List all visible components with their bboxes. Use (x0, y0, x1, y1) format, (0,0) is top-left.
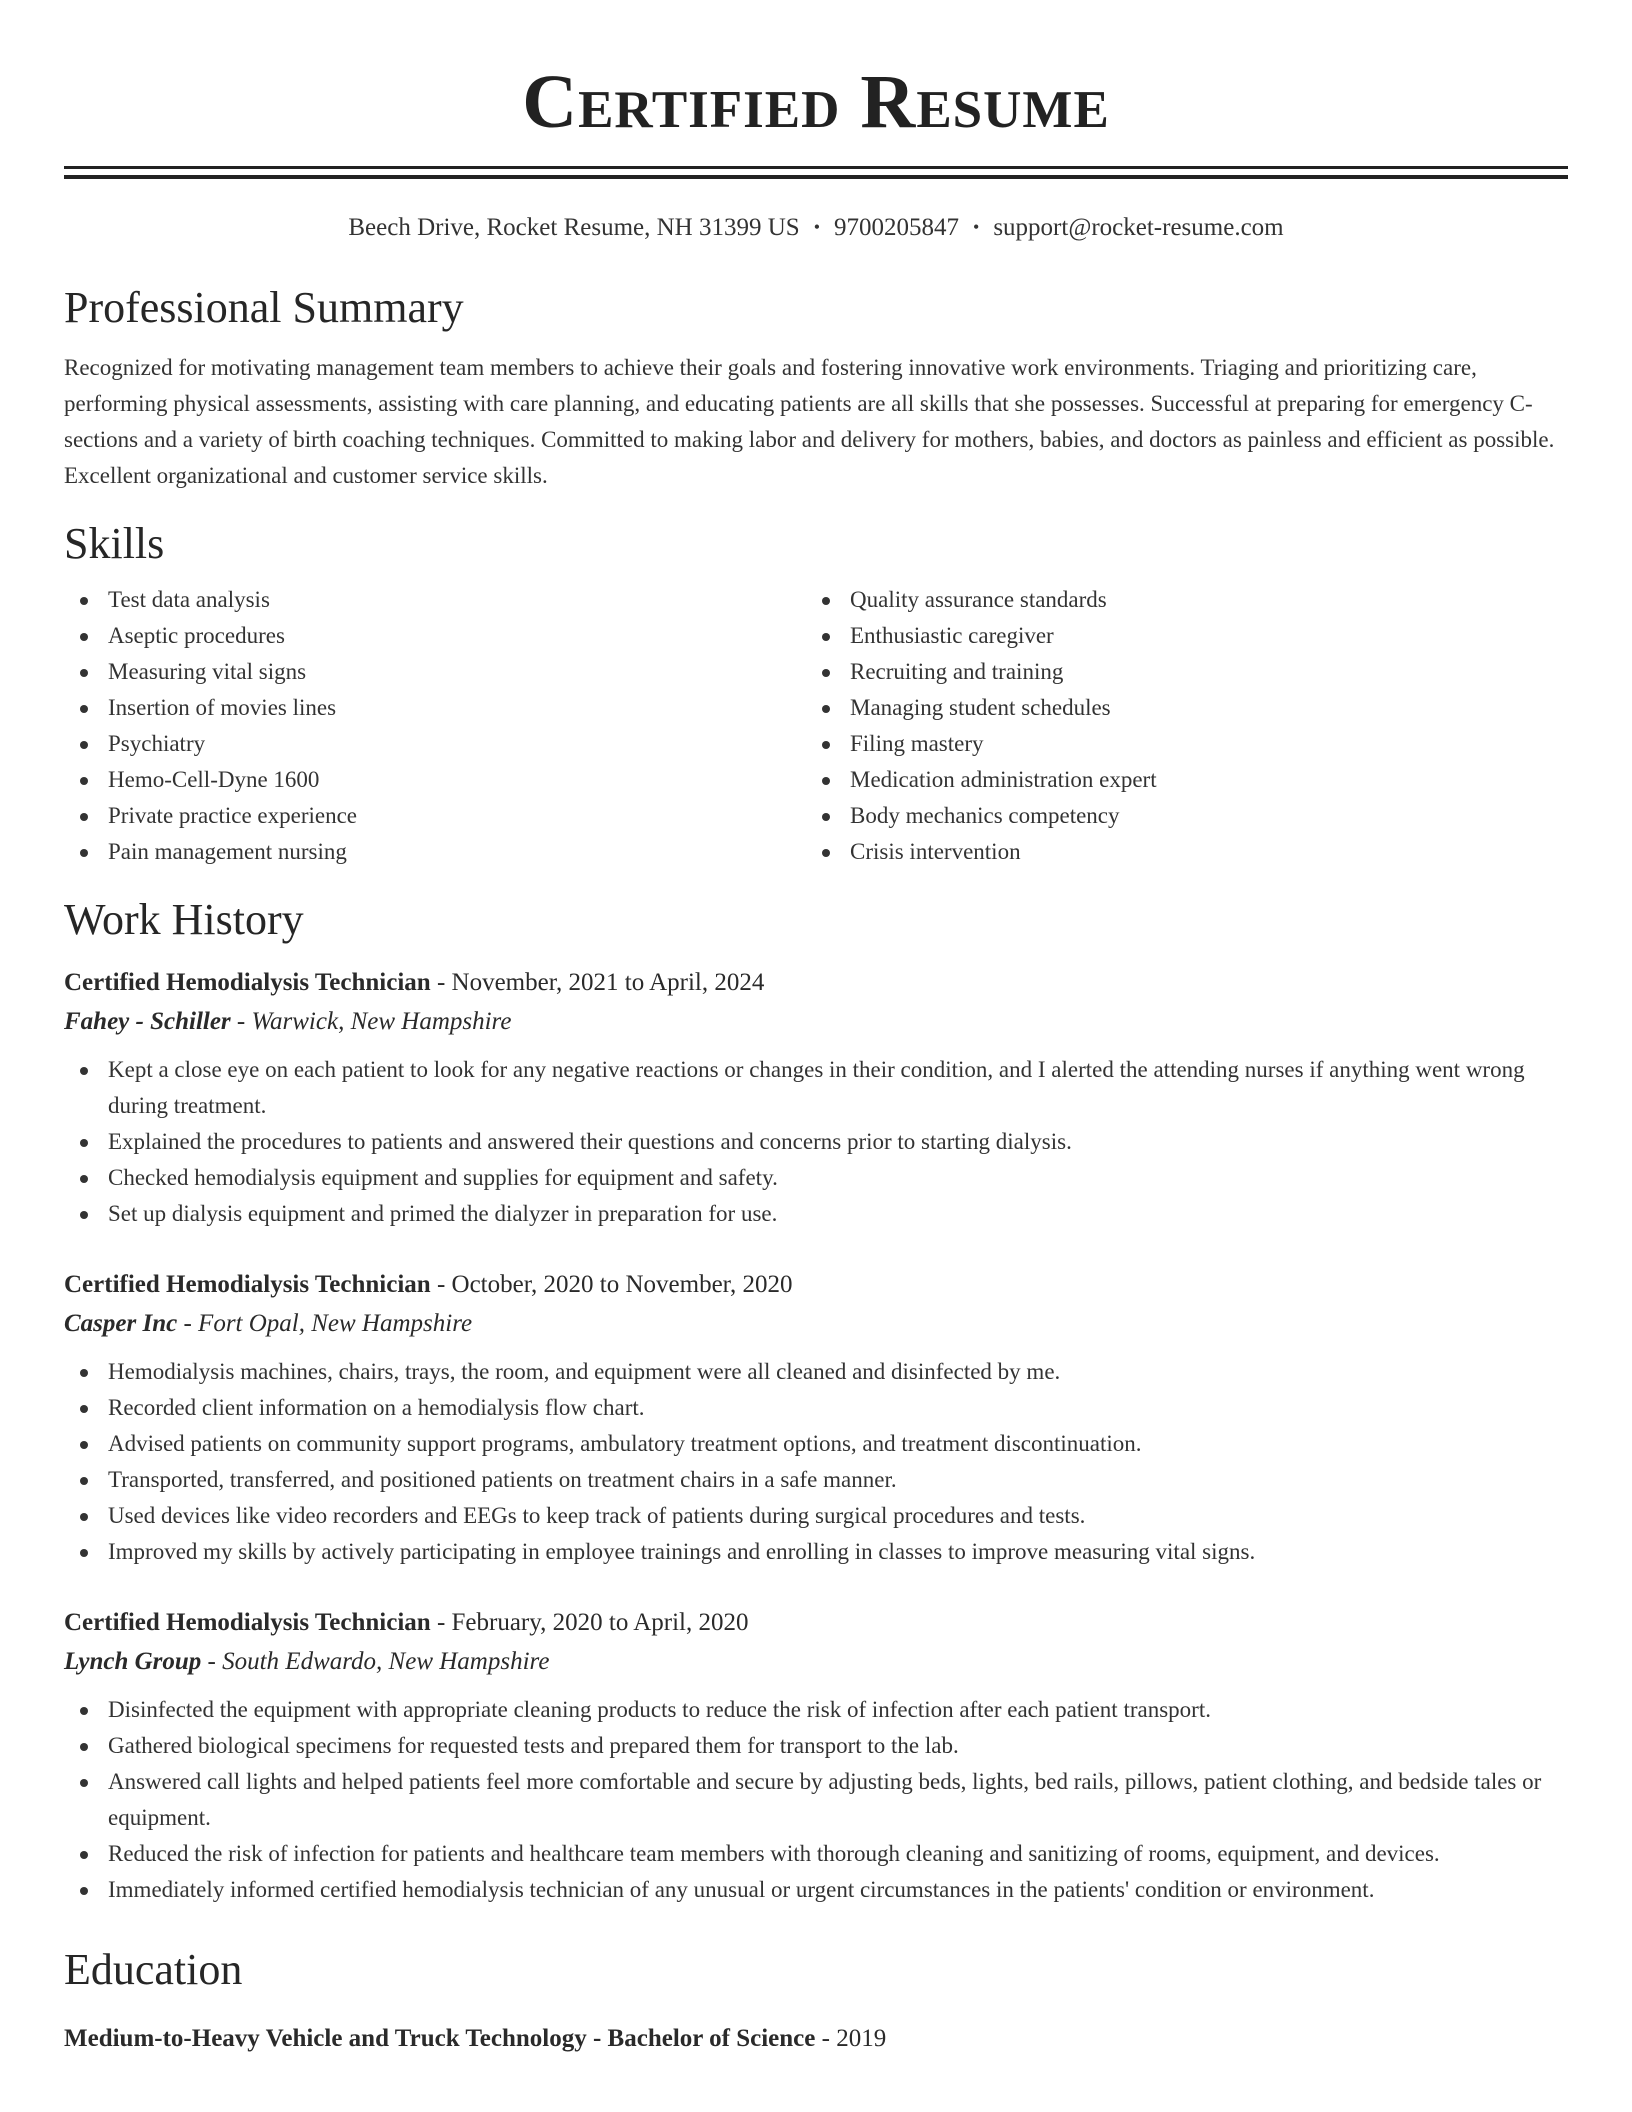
job-duty: Kept a close eye on each patient to look for any negative reactions or changes in their condition, and I alerted the attending nurses if anything went wrong during treatment. (64, 1052, 1568, 1124)
skill-item: Enthusiastic caregiver (806, 618, 1548, 654)
job-entry (64, 1266, 1568, 1570)
job-duties (64, 1354, 1568, 1570)
skill-item: Managing student schedules (806, 690, 1548, 726)
contact-separator: • (973, 217, 980, 237)
job-company-line (64, 1642, 1568, 1682)
job-entry (64, 1604, 1568, 1908)
header-divider-top (64, 166, 1568, 169)
job-duty: Advised patients on community support programs, ambulatory treatment options, and treatment discontinuation. (64, 1426, 1568, 1462)
contact-line (64, 211, 1568, 244)
header-divider-bottom (64, 175, 1568, 179)
skill-item: Insertion of movies lines (64, 690, 806, 726)
job-location: - Warwick, New Hampshire (230, 1008, 512, 1035)
skill-item: Recruiting and training (806, 654, 1548, 690)
skill-item: Private practice experience (64, 798, 806, 834)
job-position: Certified Hemodialysis Technician (64, 1609, 431, 1636)
education-heading: Education (64, 1945, 243, 1994)
skills-column-left (64, 582, 806, 870)
job-company: Fahey - Schiller (64, 1008, 231, 1035)
skills-heading: Skills (64, 519, 165, 568)
job-company: Casper Inc (64, 1310, 178, 1337)
job-duty: Improved my skills by actively participating in employee trainings and enrolling in classes to improve measuring vital signs. (64, 1534, 1568, 1570)
contact-address: Beech Drive, Rocket Resume, NH 31399 US (348, 214, 800, 241)
job-company-line (64, 1002, 1568, 1042)
job-duties (64, 1052, 1568, 1232)
contact-email: support@rocket-resume.com (993, 214, 1284, 241)
summary-text: Recognized for motivating management team members to achieve their goals and fostering innovative work environments. Triaging and prioritizing care, performing physical assessments, assisting with care planning, and educating patients are all skills that she possesses. Successful at preparing for emergency C-sections and a variety of birth coaching techniques. Committed to making labor and delivery for mothers, babies, and doctors as painless and efficient as possible. Excellent organizational and customer service skills. (64, 355, 1555, 488)
job-duty: Set up dialysis equipment and primed the dialyzer in preparation for use. (64, 1196, 1568, 1232)
skill-item: Test data analysis (64, 582, 806, 618)
skill-item: Quality assurance standards (806, 582, 1548, 618)
job-location: - Fort Opal, New Hampshire (177, 1310, 473, 1337)
job-title-line (64, 964, 1568, 1002)
summary-heading: Professional Summary (64, 283, 464, 332)
skill-item: Psychiatry (64, 726, 806, 762)
job-duty: Checked hemodialysis equipment and supplies for equipment and safety. (64, 1160, 1568, 1196)
education-year: - 2019 (815, 2025, 887, 2052)
job-duty: Transported, transferred, and positioned patients on treatment chairs in a safe manner. (64, 1462, 1568, 1498)
job-location: - South Edwardo, New Hampshire (201, 1648, 550, 1675)
skill-item: Aseptic procedures (64, 618, 806, 654)
job-company: Lynch Group (64, 1648, 202, 1675)
job-company-line (64, 1304, 1568, 1344)
job-entry (64, 964, 1568, 1232)
skill-item: Pain management nursing (64, 834, 806, 870)
job-title-line (64, 1604, 1568, 1642)
contact-separator: • (813, 217, 820, 237)
skill-item: Measuring vital signs (64, 654, 806, 690)
skill-item: Medication administration expert (806, 762, 1548, 798)
education-degree: Medium-to-Heavy Vehicle and Truck Technology - Bachelor of Science (64, 2025, 816, 2052)
job-dates: - October, 2020 to November, 2020 (430, 1271, 793, 1298)
contact-phone: 9700205847 (834, 214, 959, 241)
job-duty: Disinfected the equipment with appropriate cleaning products to reduce the risk of infection after each patient transport. (64, 1692, 1568, 1728)
job-duty: Hemodialysis machines, chairs, trays, the room, and equipment were all cleaned and disinfected by me. (64, 1354, 1568, 1390)
job-duty: Explained the procedures to patients and answered their questions and concerns prior to starting dialysis. (64, 1124, 1568, 1160)
skill-item: Crisis intervention (806, 834, 1548, 870)
job-duty: Reduced the risk of infection for patients and healthcare team members with thorough cleaning and sanitizing of rooms, equipment, and devices. (64, 1836, 1568, 1872)
work-history-heading: Work History (64, 895, 304, 944)
job-dates: - November, 2021 to April, 2024 (430, 969, 765, 996)
job-duty: Gathered biological specimens for requested tests and prepared them for transport to the lab. (64, 1728, 1568, 1764)
job-duty: Used devices like video recorders and EEGs to keep track of patients during surgical procedures and tests. (64, 1498, 1568, 1534)
resume-page (64, 0, 1568, 2058)
skills-list (64, 582, 1568, 870)
skill-item: Filing mastery (806, 726, 1548, 762)
job-title-line (64, 1266, 1568, 1304)
skills-column-right (806, 582, 1548, 870)
skill-item: Hemo-Cell-Dyne 1600 (64, 762, 806, 798)
job-duty: Answered call lights and helped patients feel more comfortable and secure by adjusting beds, lights, bed rails, pillows, patient clothing, and bedside tales or equipment. (64, 1764, 1568, 1836)
job-position: Certified Hemodialysis Technician (64, 969, 431, 996)
job-duties (64, 1692, 1568, 1908)
resume-name: Certified Resume (522, 60, 1110, 144)
job-dates: - February, 2020 to April, 2020 (430, 1609, 749, 1636)
job-position: Certified Hemodialysis Technician (64, 1271, 431, 1298)
job-duty: Recorded client information on a hemodialysis flow chart. (64, 1390, 1568, 1426)
education-entry (64, 2020, 1568, 2058)
skill-item: Body mechanics competency (806, 798, 1548, 834)
job-duty: Immediately informed certified hemodialysis technician of any unusual or urgent circumstances in the patients' condition or environment. (64, 1872, 1568, 1908)
